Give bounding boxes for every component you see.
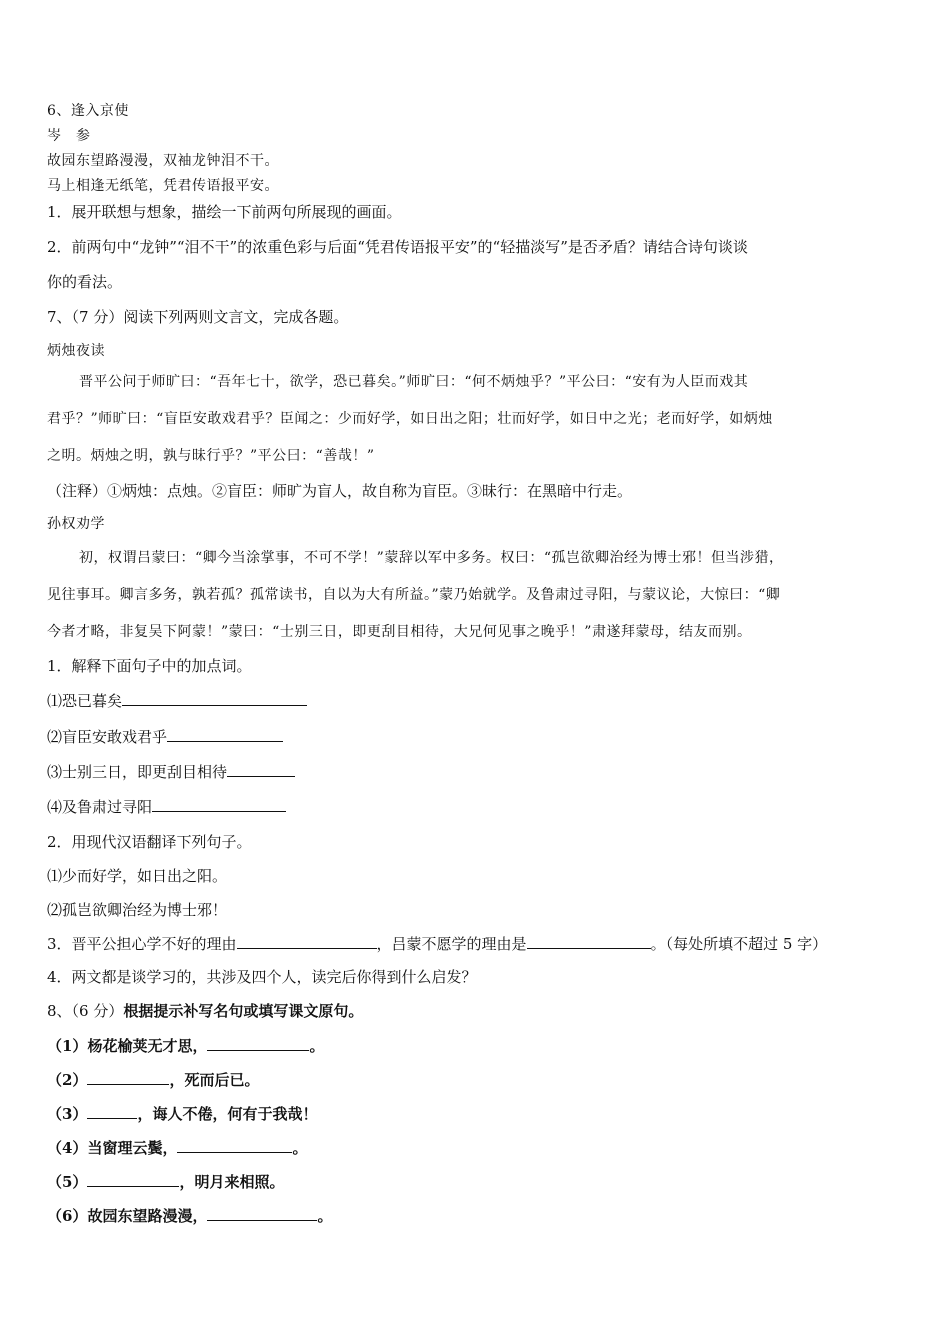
item-number: ⑴	[47, 692, 63, 710]
q8-item-2	[47, 1069, 259, 1090]
q7-s2-header: 2．用现代汉语翻译下列句子。	[47, 833, 252, 851]
item-number: ⑴	[47, 867, 63, 885]
item-text: 及鲁肃过寻阳	[62, 798, 153, 816]
q7-text1-line-3: 之明。炳烛之明，孰与昧行乎？”平公曰：“善哉！”	[47, 448, 375, 464]
answer-blank[interactable]	[237, 933, 377, 949]
q7-text2-title: 孙权劝学	[47, 516, 105, 532]
q7-text2-line-1: 初，权谓吕蒙曰：“卿今当涂掌事，不可不学！”蒙辞以军中多务。权曰：“孤岂欲卿治经为博士邪！但当涉猎，	[79, 550, 784, 566]
item-number: ⑷	[47, 798, 63, 816]
q6-poem-line-2: 马上相逢无纸笔，凭君传语报平安。	[47, 178, 279, 194]
q7-s1-header: 1．解释下面句子中的加点词。	[47, 657, 252, 675]
item-text-after: 。	[309, 1037, 325, 1055]
q7-text2-line-3: 今者才略，非复吴下阿蒙！”蒙曰：“士别三日，即更刮目相待，大兄何见事之晚乎！”肃遂拜蒙母，结友而别。	[47, 624, 752, 640]
q8-header-instruction: 根据提示补写名句或填写课文原句。	[123, 1002, 364, 1020]
item-number: ⑵	[47, 901, 63, 919]
item-text-after: ，明月来相照。	[179, 1173, 285, 1191]
answer-blank[interactable]	[152, 796, 286, 812]
q6-title: 6、逢入京使	[47, 103, 129, 119]
answer-blank[interactable]	[87, 1171, 179, 1187]
item-text-after: 。	[317, 1207, 333, 1225]
item-text-before: 当窗理云鬓，	[87, 1139, 178, 1157]
item-number: （3）	[47, 1105, 88, 1123]
answer-blank[interactable]	[207, 1035, 309, 1051]
item-number: （2）	[47, 1071, 88, 1089]
q7-s2-item-2	[47, 900, 227, 920]
answer-blank[interactable]	[167, 726, 283, 742]
q8-item-6	[47, 1205, 332, 1226]
item-number: ⑶	[47, 763, 63, 781]
q7-s1-item-3	[47, 761, 295, 782]
item-number: （5）	[47, 1173, 88, 1191]
answer-blank[interactable]	[177, 1137, 292, 1153]
q7-s4: 4．两文都是谈学习的，共涉及四个人，读完后你得到什么启发？	[47, 968, 477, 986]
q7-text1-line-2: 君乎？”师旷曰：“盲臣安敢戏君乎？臣闻之：少而好学，如日出之阳；壮而好学，如日中之光；老而好学，如炳烛	[47, 411, 773, 427]
q7-header: 7、（7 分）阅读下列两则文言文，完成各题。	[47, 308, 349, 326]
item-text: 少而好学，如日出之阳。	[62, 867, 228, 885]
item-number: （6）	[47, 1207, 88, 1225]
item-text-after: ，死而后已。	[169, 1071, 260, 1089]
q7-text2-line-2: 见往事耳。卿言多务，孰若孤？孤常读书，自以为大有所益。”蒙乃始就学。及鲁肃过寻阳，与蒙议论，大惊曰：“卿	[47, 587, 781, 603]
q7-s1-item-1	[47, 690, 307, 711]
q7-s1-item-4	[47, 796, 286, 817]
q8-item-1	[47, 1035, 324, 1056]
answer-blank[interactable]	[87, 1103, 137, 1119]
q6-sub2-line-1: 2．前两句中“龙钟”“泪不干”的浓重色彩与后面“凭君传语报平安”的“轻描淡写”是否矛盾？请结合诗句谈谈	[47, 238, 748, 256]
answer-blank[interactable]	[527, 933, 651, 949]
s3-part-2: ，吕蒙不愿学的理由是	[376, 935, 527, 953]
answer-blank[interactable]	[227, 761, 295, 777]
q6-sub1: 1．展开联想与想象，描绘一下前两句所展现的画面。	[47, 203, 402, 221]
item-number: （4）	[47, 1139, 88, 1157]
q7-note: （注释）①炳烛：点烛。②盲臣：师旷为盲人，故自称为盲臣。③昧行：在黑暗中行走。	[47, 482, 633, 500]
q6-sub2-line-2: 你的看法。	[47, 273, 123, 291]
item-text: 盲臣安敢戏君乎	[62, 728, 168, 746]
s3-part-3: 。（每处所填不超过 5 字）	[650, 935, 828, 953]
q8-item-4	[47, 1137, 307, 1158]
q7-text1-line-1: 晋平公问于师旷曰：“吾年七十，欲学，恐已暮矣。”师旷曰：“何不炳烛乎？”平公曰：“安有为人臣而戏其	[79, 374, 749, 390]
item-text: 孤岂欲卿治经为博士邪！	[62, 901, 228, 919]
item-text-after: ，诲人不倦，何有于我哉！	[137, 1105, 318, 1123]
q8-header-prefix: 8、（6 分）	[47, 1002, 124, 1020]
q6-poem-line-1: 故园东望路漫漫，双袖龙钟泪不干。	[47, 153, 279, 169]
answer-blank[interactable]	[122, 690, 307, 706]
item-text: 士别三日，即更刮目相待	[62, 763, 228, 781]
item-text-before: 故园东望路漫漫，	[87, 1207, 208, 1225]
q7-s2-item-1	[47, 866, 227, 886]
q8-item-5	[47, 1171, 284, 1192]
q7-text1-title: 炳烛夜读	[47, 343, 105, 359]
answer-blank[interactable]	[207, 1205, 317, 1221]
q8-header	[47, 1001, 363, 1021]
s3-part-1: 3．晋平公担心学不好的理由	[47, 935, 237, 953]
item-text-before: 杨花榆荚无才思，	[87, 1037, 208, 1055]
item-number: （1）	[47, 1037, 88, 1055]
q6-author: 岑 参	[47, 128, 91, 144]
q7-s1-item-2	[47, 726, 283, 747]
q7-s3	[47, 933, 827, 954]
item-number: ⑵	[47, 728, 63, 746]
item-text: 恐已暮矣	[62, 692, 123, 710]
item-text-after: 。	[292, 1139, 308, 1157]
answer-blank[interactable]	[87, 1069, 169, 1085]
q8-item-3	[47, 1103, 317, 1124]
